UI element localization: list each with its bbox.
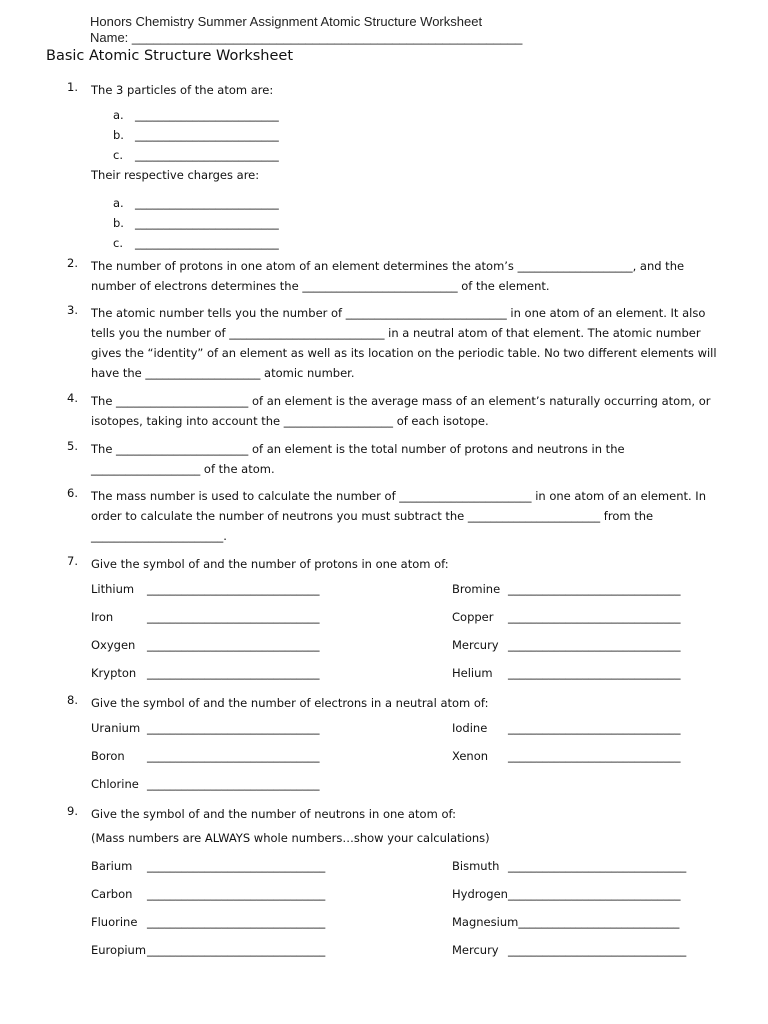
element-name: Iodine	[452, 721, 488, 735]
answer-blank[interactable]: ______________________________	[147, 610, 320, 624]
name-row	[90, 30, 522, 46]
answer-blank[interactable]: ______________________________	[508, 749, 681, 763]
answer-blank[interactable]: ______________________________	[147, 777, 320, 791]
charge-c	[113, 236, 279, 250]
header-course-title: Honors Chemistry Summer Assignment Atomic Structure Worksheet	[90, 14, 483, 29]
answer-blank[interactable]: _________________________	[135, 148, 279, 162]
element-row-helium	[452, 666, 681, 680]
question-number: 9.	[67, 804, 78, 818]
particle-b	[113, 128, 279, 142]
charges-label: Their respective charges are:	[91, 168, 260, 182]
element-row-copper	[452, 610, 681, 624]
element-row-boron	[91, 749, 320, 763]
answer-blank[interactable]: _______________________________	[508, 859, 687, 873]
element-row-mercury-neutrons	[452, 943, 686, 957]
element-row-lithium	[91, 582, 320, 596]
question-text: The _______________________ of an element is the total number of protons and neutrons in the ___________________ of the atom.	[91, 442, 625, 476]
element-name: Bromine	[452, 582, 501, 596]
item-letter: a.	[113, 196, 124, 210]
item-letter: b.	[113, 216, 124, 230]
question-number: 6.	[67, 486, 78, 500]
question-text: Give the symbol of and the number of neutrons in one atom of:	[91, 807, 456, 821]
question-text: The _______________________ of an element is the average mass of an element’s naturally occurring atom, or isotopes, taking into account the ___________________ of each isotope.	[91, 394, 711, 428]
element-row-hydrogen	[452, 887, 680, 901]
element-name: Chlorine	[91, 777, 139, 791]
answer-blank[interactable]: _________________________	[135, 236, 279, 250]
answer-blank[interactable]: ______________________________	[508, 666, 681, 680]
answer-blank[interactable]: ______________________________	[147, 666, 320, 680]
answer-blank[interactable]: ____________________________	[518, 915, 680, 929]
element-name: Mercury	[452, 638, 499, 652]
answer-blank[interactable]: _______________________________	[147, 915, 326, 929]
question-number: 1.	[67, 80, 78, 94]
item-letter: c.	[113, 148, 123, 162]
element-row-europium	[91, 943, 325, 957]
name-blank[interactable]: ______________________________________________________	[131, 30, 523, 45]
answer-blank[interactable]: ______________________________	[508, 582, 681, 596]
element-name: Xenon	[452, 749, 489, 763]
question-text: The mass number is used to calculate the number of _______________________ in one atom of an element. In order to calculate the number of neutrons you must subtract the _______________________ from the _______________________.	[91, 489, 706, 543]
name-label: Name:	[90, 30, 132, 45]
question-number: 8.	[67, 693, 78, 707]
element-name: Hydrogen	[452, 887, 508, 901]
particle-a	[113, 108, 279, 122]
answer-blank[interactable]: _______________________________	[147, 943, 326, 957]
element-row-fluorine	[91, 915, 325, 929]
element-row-oxygen	[91, 638, 320, 652]
particle-c	[113, 148, 279, 162]
mass-number-note: (Mass numbers are ALWAYS whole numbers…show your calculations)	[91, 831, 490, 845]
answer-blank[interactable]: _________________________	[135, 108, 279, 122]
element-name: Oxygen	[91, 638, 136, 652]
answer-blank[interactable]: ______________________________	[508, 610, 681, 624]
answer-blank[interactable]: _______________________________	[508, 943, 687, 957]
charge-a	[113, 196, 279, 210]
element-row-chlorine	[91, 777, 320, 791]
answer-blank[interactable]: _________________________	[135, 196, 279, 210]
worksheet-header	[90, 14, 522, 46]
element-name: Mercury	[452, 943, 499, 957]
element-row-bismuth	[452, 859, 686, 873]
answer-blank[interactable]: ______________________________	[507, 887, 681, 901]
question-text: The number of protons in one atom of an element determines the atom’s ____________________, and the number of electrons determines the ___________________________ of the element.	[91, 259, 685, 293]
answer-blank[interactable]: _______________________________	[147, 887, 326, 901]
question-text: Give the symbol of and the number of electrons in a neutral atom of:	[91, 696, 489, 710]
question-text: The atomic number tells you the number of ____________________________ in one atom of an element. It also tells you the number of ___________________________ in a neutral atom of that element. The atomic number gives the “identity” of an element as well as its location on the periodic table. No two different elements will have the ____________________ atomic number.	[91, 306, 717, 380]
element-name: Bismuth	[452, 859, 500, 873]
answer-blank[interactable]: ______________________________	[508, 721, 681, 735]
question-number: 2.	[67, 256, 78, 270]
question-text: Give the symbol of and the number of protons in one atom of:	[91, 557, 449, 571]
answer-blank[interactable]: ______________________________	[147, 721, 320, 735]
question-number: 3.	[67, 303, 78, 317]
worksheet-title: Basic Atomic Structure Worksheet	[46, 48, 294, 64]
item-letter: a.	[113, 108, 124, 122]
charge-b	[113, 216, 279, 230]
question-number: 5.	[67, 439, 78, 453]
question-number: 7.	[67, 554, 78, 568]
element-name: Magnesium	[452, 915, 519, 929]
element-name: Fluorine	[91, 915, 138, 929]
answer-blank[interactable]: _________________________	[135, 216, 279, 230]
element-name: Barium	[91, 859, 133, 873]
question-text: The 3 particles of the atom are:	[91, 83, 274, 97]
element-row-bromine	[452, 582, 681, 596]
element-name: Krypton	[91, 666, 137, 680]
element-name: Uranium	[91, 721, 141, 735]
element-row-xenon	[452, 749, 681, 763]
element-row-magnesium	[452, 915, 679, 929]
element-name: Europium	[91, 943, 147, 957]
element-row-iron	[91, 610, 320, 624]
element-name: Lithium	[91, 582, 135, 596]
element-name: Copper	[452, 610, 494, 624]
element-row-iodine	[452, 721, 681, 735]
answer-blank[interactable]: ______________________________	[508, 638, 681, 652]
answer-blank[interactable]: ______________________________	[147, 638, 320, 652]
question-number: 4.	[67, 391, 78, 405]
answer-blank[interactable]: ______________________________	[147, 582, 320, 596]
answer-blank[interactable]: _________________________	[135, 128, 279, 142]
element-row-carbon	[91, 887, 325, 901]
item-letter: c.	[113, 236, 123, 250]
answer-blank[interactable]: ______________________________	[147, 749, 320, 763]
element-row-krypton	[91, 666, 320, 680]
element-name: Helium	[452, 666, 493, 680]
element-row-uranium	[91, 721, 320, 735]
element-row-mercury	[452, 638, 681, 652]
item-letter: b.	[113, 128, 124, 142]
element-name: Carbon	[91, 887, 133, 901]
answer-blank[interactable]: _______________________________	[147, 859, 326, 873]
element-row-barium	[91, 859, 325, 873]
element-name: Iron	[91, 610, 114, 624]
element-name: Boron	[91, 749, 125, 763]
